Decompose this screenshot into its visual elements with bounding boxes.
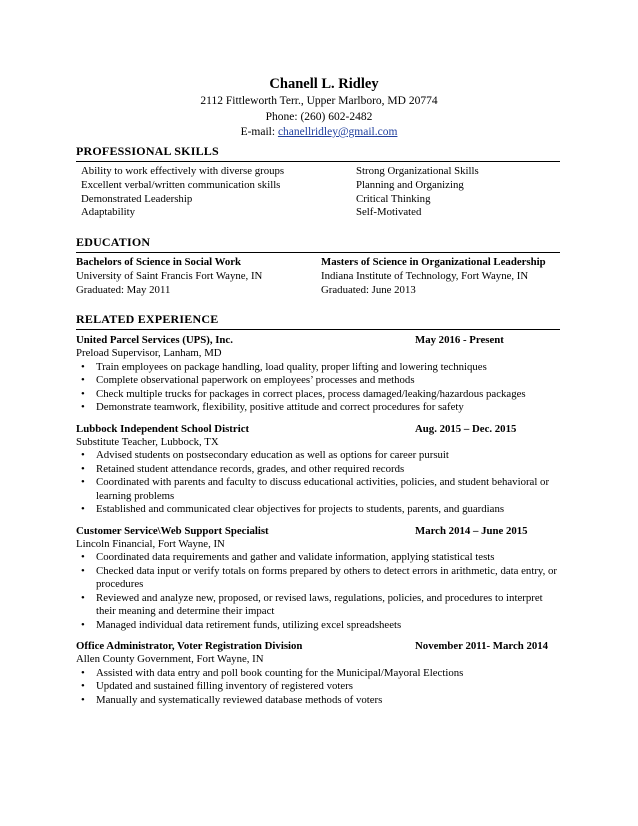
skill-item: Strong Organizational Skills bbox=[356, 165, 479, 177]
experience-section bbox=[76, 312, 560, 714]
education-grid bbox=[76, 256, 560, 297]
job-dates: May 2016 - Present bbox=[415, 334, 504, 346]
job-duties bbox=[76, 361, 560, 415]
skill-item: Planning and Organizing bbox=[356, 178, 464, 191]
duty-item: • Demonstrate teamwork, flexibility, positive attitude and correct procedures for safety bbox=[76, 401, 560, 415]
degree-name: Masters of Science in Organizational Leadership bbox=[321, 256, 546, 268]
job-header bbox=[76, 524, 560, 538]
skill-item: Self-Motivated bbox=[356, 206, 422, 219]
duty-item: • Retained student attendance records, grades, and other required records bbox=[76, 463, 560, 477]
job-role: Lincoln Financial, Fort Wayne, IN bbox=[76, 537, 225, 550]
graduation-date: Graduated: May 2011 bbox=[76, 283, 171, 296]
skill-item: Critical Thinking bbox=[356, 192, 431, 205]
job-dates: March 2014 – June 2015 bbox=[415, 524, 528, 537]
degree-entry bbox=[321, 256, 560, 297]
job-header bbox=[76, 639, 560, 653]
degree-entry bbox=[76, 256, 321, 297]
job-entry bbox=[76, 524, 560, 633]
school-name: University of Saint Francis Fort Wayne, IN bbox=[76, 269, 263, 282]
job-employer: United Parcel Services (UPS), Inc. bbox=[76, 334, 233, 346]
job-entry bbox=[76, 639, 560, 707]
education-heading: EDUCATION bbox=[76, 235, 560, 253]
duty-item: • Assisted with data entry and poll book counting for the Municipal/Mayoral Elections bbox=[76, 667, 560, 681]
skills-right-column bbox=[356, 165, 560, 220]
skills-grid bbox=[76, 165, 560, 220]
job-header bbox=[76, 422, 560, 436]
degree-name: Bachelors of Science in Social Work bbox=[76, 256, 242, 268]
job-role: Allen County Government, Fort Wayne, IN bbox=[76, 653, 264, 665]
duty-item: • Advised students on postsecondary education as well as options for career pursuit bbox=[76, 449, 560, 463]
duty-item: • Train employees on package handling, load quality, proper lifting and lowering techniques bbox=[76, 361, 560, 375]
email-label: E-mail: bbox=[240, 126, 278, 138]
skills-heading: PROFESSIONAL SKILLS bbox=[76, 144, 560, 162]
job-entry bbox=[76, 333, 560, 415]
skill-item: Ability to work effectively with diverse groups bbox=[81, 165, 285, 177]
job-entry bbox=[76, 422, 560, 517]
job-employer: Customer Service\Web Support Specialist bbox=[76, 524, 269, 537]
skill-item: Adaptability bbox=[81, 206, 135, 219]
phone: Phone: (260) 602-2482 bbox=[265, 110, 373, 123]
duty-item: • Updated and sustained filling inventory of registered voters bbox=[76, 680, 560, 694]
job-employer: Office Administrator, Voter Registration Division bbox=[76, 640, 303, 652]
resume-header bbox=[0, 74, 638, 141]
email-line bbox=[0, 125, 638, 141]
job-dates: November 2011- March 2014 bbox=[415, 640, 549, 652]
duty-item: • Check multiple trucks for packages in correct places, process damaged/leaking/hazardous packages bbox=[76, 388, 560, 402]
duty-item: • Established and communicated clear objectives for projects to students, parents, and guardians bbox=[76, 503, 560, 517]
job-employer: Lubbock Independent School District bbox=[76, 422, 250, 435]
duty-item: • Manually and systematically reviewed database methods of voters bbox=[76, 694, 560, 708]
job-duties bbox=[76, 449, 560, 517]
job-duties bbox=[76, 551, 560, 632]
experience-heading: RELATED EXPERIENCE bbox=[76, 312, 560, 330]
email-link[interactable]: chanellridley@gmail.com bbox=[277, 126, 398, 138]
duty-item: • Managed individual data retirement funds, utilizing excel spreadsheets bbox=[76, 619, 560, 633]
skills-section bbox=[76, 144, 560, 220]
graduation-date: Graduated: June 2013 bbox=[321, 283, 416, 296]
duty-item: • Coordinated with parents and faculty to discuss educational activities, policies, and student behavioral or learning problems bbox=[76, 476, 560, 503]
job-duties bbox=[76, 667, 560, 708]
skill-item: Excellent verbal/written communication skills bbox=[81, 178, 281, 191]
job-role: Preload Supervisor, Lanham, MD bbox=[76, 347, 222, 359]
candidate-name: Chanell L. Ridley bbox=[269, 76, 379, 92]
duty-item: • Checked data input or verify totals on forms prepared by others to detect errors in arithmetic, data entry, or procedures bbox=[76, 565, 560, 592]
job-dates: Aug. 2015 – Dec. 2015 bbox=[415, 422, 517, 435]
education-section bbox=[76, 235, 560, 297]
skills-left-column bbox=[81, 165, 356, 220]
job-role: Substitute Teacher, Lubbock, TX bbox=[76, 435, 219, 448]
job-header bbox=[76, 333, 560, 347]
skill-item: Demonstrated Leadership bbox=[81, 192, 193, 205]
duty-item: • Reviewed and analyze new, proposed, or revised laws, regulations, policies, and procedures to interpret their meaning and determine their impact bbox=[76, 592, 560, 619]
duty-item: • Coordinated data requirements and gather and validate information, applying statistical tests bbox=[76, 551, 560, 565]
duty-item: • Complete observational paperwork on employees’ processes and methods bbox=[76, 374, 560, 388]
address: 2112 Fittleworth Terr., Upper Marlboro, MD 20774 bbox=[200, 95, 438, 107]
school-name: Indiana Institute of Technology, Fort Wayne, IN bbox=[321, 269, 529, 282]
